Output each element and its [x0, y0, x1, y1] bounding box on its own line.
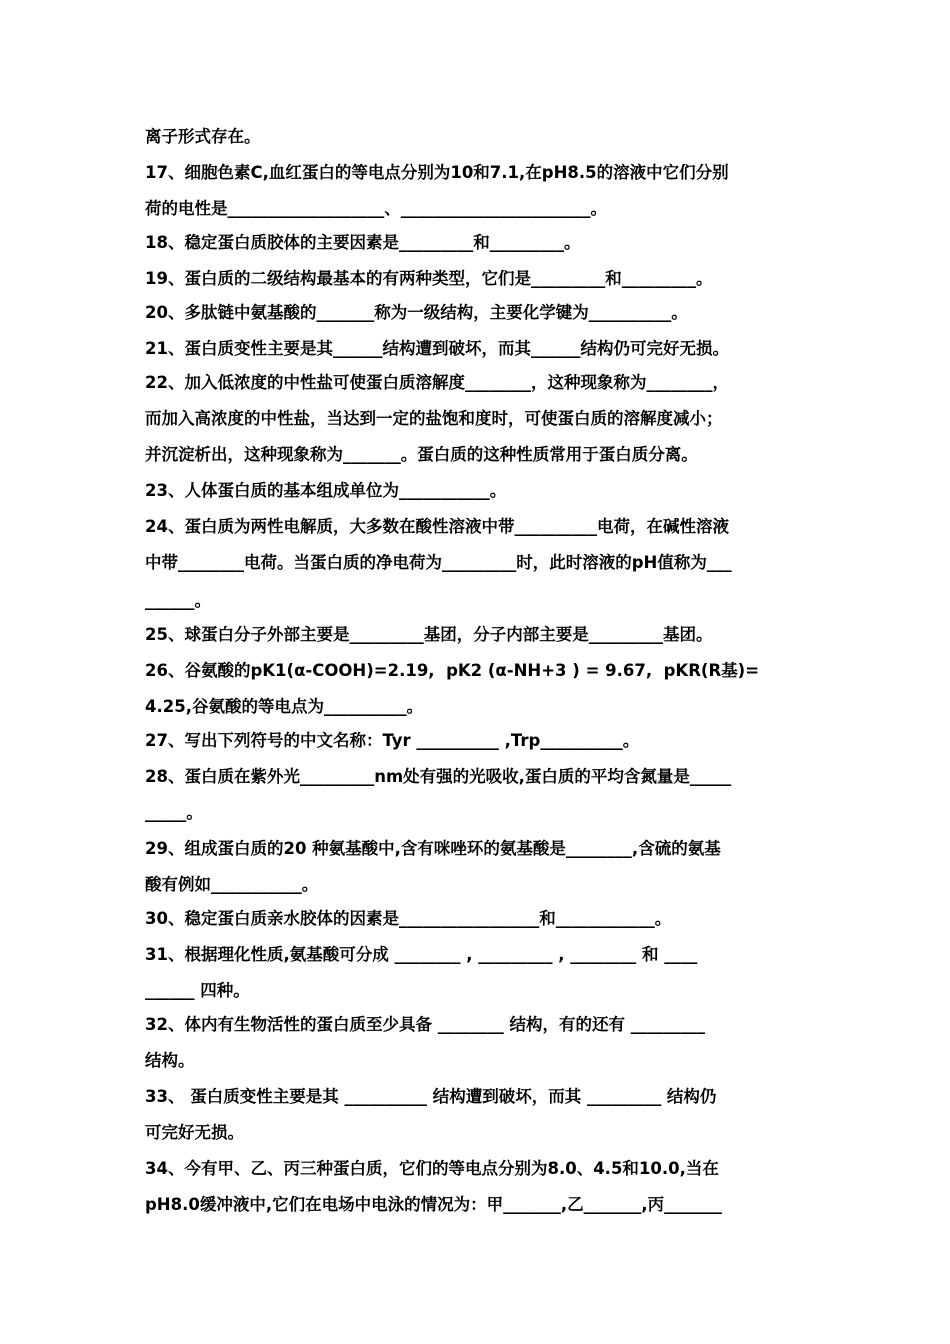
text-line: 30、稳定蛋白质亲水胶体的因素是_________________和____________。 — [145, 909, 672, 928]
text-line: 28、蛋白质在紫外光_________nm处有强的光吸收,蛋白质的平均含氮量是_____ — [145, 767, 732, 786]
text-line: 离子形式存在。 — [145, 127, 261, 146]
text-line: 24、蛋白质为两性电解质，大多数在酸性溶液中带__________电荷，在碱性溶液 — [145, 517, 729, 536]
text-line: 17、细胞色素C,血红蛋白的等电点分别为10和7.1,在pH8.5的溶液中它们分别 — [145, 163, 729, 182]
text-line: ______ 四种。 — [145, 981, 250, 1000]
text-line: 20、多肽链中氨基酸的_______称为一级结构，主要化学键为__________。 — [145, 303, 688, 322]
text-line: 18、稳定蛋白质胶体的主要因素是_________和_________。 — [145, 233, 581, 252]
text-line: 27、写出下列符号的中文名称：Tyr __________ ,Trp__________。 — [145, 731, 640, 750]
text-line: 32、体内有生物活性的蛋白质至少具备 ________ 结构，有的还有 _________ — [145, 1015, 705, 1034]
text-line: 29、组成蛋白质的20 种氨基酸中,含有咪唑环的氨基酸是________,含硫的氨基 — [145, 839, 721, 858]
text-line: 22、加入低浓度的中性盐可使蛋白质溶解度________，这种现象称为________， — [145, 373, 729, 392]
text-line: 结构。 — [145, 1051, 195, 1070]
text-line: 31、根据理化性质,氨基酸可分成 ________ , _________ , ________ 和 ____ — [145, 945, 698, 964]
text-line: 25、球蛋白分子外部主要是_________基团，分子内部主要是_________基团。 — [145, 625, 713, 644]
text-line: 4.25,谷氨酸的等电点为__________。 — [145, 697, 423, 716]
text-line: 26、谷氨酸的pK1(α-COOH)=2.19, pK2 (α-NH+3 ) = 9.67, pKR(R基)= — [145, 661, 760, 680]
text-line: _____。 — [145, 803, 203, 822]
text-line: 33、 蛋白质变性主要是其 __________ 结构遭到破坏，而其 _________ 结构仍 — [145, 1087, 717, 1106]
text-line: 21、蛋白质变性主要是其______结构遭到破坏，而其______结构仍可完好无损。 — [145, 339, 729, 358]
text-line: 23、人体蛋白质的基本组成单位为___________。 — [145, 481, 507, 500]
text-line: pH8.0缓冲液中,它们在电场中电泳的情况为：甲_______,乙_______,丙_______ — [145, 1195, 722, 1214]
text-line: 可完好无损。 — [145, 1123, 244, 1142]
text-line: 并沉淀析出，这种现象称为_______。蛋白质的这种性质常用于蛋白质分离。 — [145, 445, 698, 464]
text-line: 中带________电荷。当蛋白质的净电荷为_________时，此时溶液的pH值称为___ — [145, 553, 732, 572]
text-line: 19、蛋白质的二级结构最基本的有两种类型，它们是_________和_________。 — [145, 269, 713, 288]
text-line: 荷的电性是___________________、_______________________。 — [145, 199, 607, 218]
text-line: 34、今有甲、乙、丙三种蛋白质，它们的等电点分别为8.0、4.5和10.0,当在 — [145, 1159, 719, 1178]
text-line: 酸有例如___________。 — [145, 875, 319, 894]
text-line: ______。 — [145, 591, 211, 610]
text-line: 而加入高浓度的中性盐，当达到一定的盐饱和度时，可使蛋白质的溶解度减小； — [145, 409, 723, 428]
